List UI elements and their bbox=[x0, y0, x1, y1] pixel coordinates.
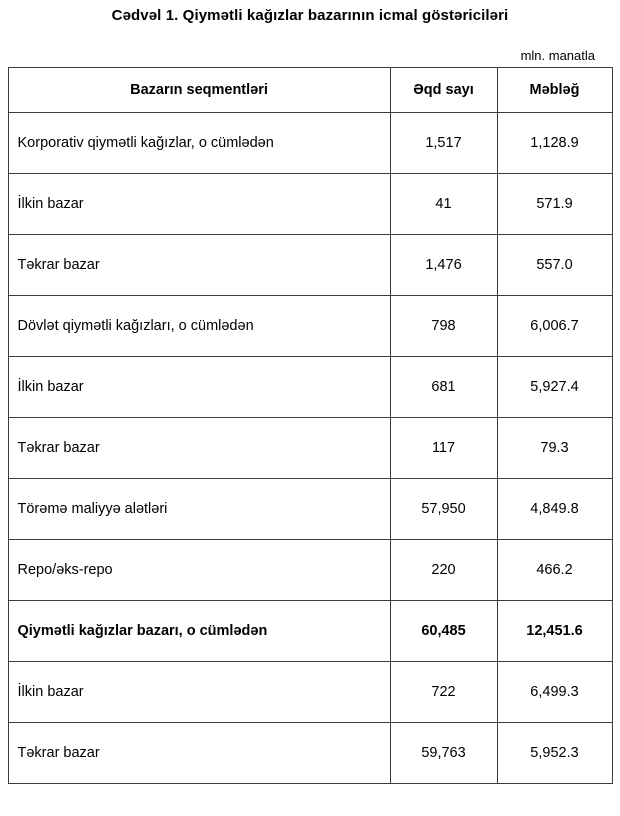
deals-cell: 57,950 bbox=[390, 479, 497, 540]
amount-cell: 12,451.6 bbox=[497, 601, 612, 662]
deals-cell: 60,485 bbox=[390, 601, 497, 662]
segment-cell: Qiymətli kağızlar bazarı, o cümlədən bbox=[8, 601, 390, 662]
segment-cell: İlkin bazar bbox=[8, 357, 390, 418]
segment-cell: Təkrar bazar bbox=[8, 235, 390, 296]
deals-cell: 722 bbox=[390, 662, 497, 723]
segment-cell: Təkrar bazar bbox=[8, 418, 390, 479]
segment-cell: Törəmə maliyyə alətləri bbox=[8, 479, 390, 540]
summary-table bbox=[8, 67, 613, 784]
amount-cell: 4,849.8 bbox=[497, 479, 612, 540]
table-row-total bbox=[8, 601, 612, 662]
amount-cell: 6,006.7 bbox=[497, 296, 612, 357]
amount-cell: 79.3 bbox=[497, 418, 612, 479]
deals-cell: 41 bbox=[390, 174, 497, 235]
table-row bbox=[8, 113, 612, 174]
deals-cell: 59,763 bbox=[390, 723, 497, 784]
amount-cell: 466.2 bbox=[497, 540, 612, 601]
column-header-amount: Məbləğ bbox=[497, 68, 612, 113]
amount-cell: 571.9 bbox=[497, 174, 612, 235]
unit-note: mln. manatla bbox=[520, 48, 595, 63]
segment-cell: Təkrar bazar bbox=[8, 723, 390, 784]
segment-cell: Repo/əks-repo bbox=[8, 540, 390, 601]
amount-cell: 6,499.3 bbox=[497, 662, 612, 723]
deals-cell: 798 bbox=[390, 296, 497, 357]
table-row bbox=[8, 662, 612, 723]
deals-cell: 117 bbox=[390, 418, 497, 479]
deals-cell: 1,517 bbox=[390, 113, 497, 174]
table-row bbox=[8, 479, 612, 540]
segment-cell: Korporativ qiymətli kağızlar, o cümlədən bbox=[8, 113, 390, 174]
segment-cell: Dövlət qiymətli kağızları, o cümlədən bbox=[8, 296, 390, 357]
amount-cell: 5,927.4 bbox=[497, 357, 612, 418]
segment-cell: İlkin bazar bbox=[8, 662, 390, 723]
table-row bbox=[8, 357, 612, 418]
table-row bbox=[8, 418, 612, 479]
table-row bbox=[8, 296, 612, 357]
table-row bbox=[8, 723, 612, 784]
deals-cell: 1,476 bbox=[390, 235, 497, 296]
header-row bbox=[8, 68, 612, 113]
table-row bbox=[8, 540, 612, 601]
column-header-deal-count: Əqd sayı bbox=[390, 68, 497, 113]
table-row bbox=[8, 174, 612, 235]
amount-cell: 1,128.9 bbox=[497, 113, 612, 174]
page-title: Cədvəl 1. Qiymətli kağızlar bazarının icmal göstəriciləri bbox=[111, 7, 509, 24]
deals-cell: 220 bbox=[390, 540, 497, 601]
deals-cell: 681 bbox=[390, 357, 497, 418]
column-header-segments: Bazarın seqmentləri bbox=[8, 68, 390, 113]
amount-cell: 557.0 bbox=[497, 235, 612, 296]
amount-cell: 5,952.3 bbox=[497, 723, 612, 784]
table-row bbox=[8, 235, 612, 296]
segment-cell: İlkin bazar bbox=[8, 174, 390, 235]
